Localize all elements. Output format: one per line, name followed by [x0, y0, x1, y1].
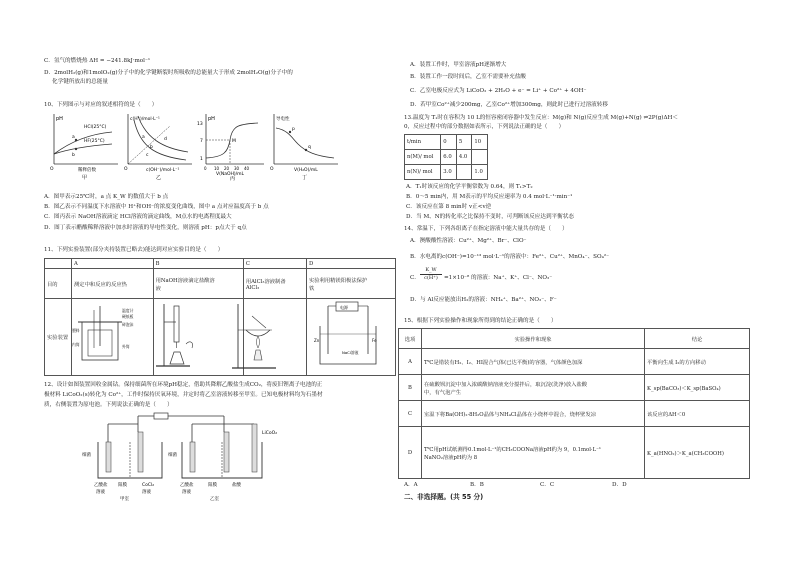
- q11-device-b-drawing: [150, 300, 220, 374]
- q10-option-d: D．图丁表示醋酸稀释溶液中加水时溶液的导电性变化，则溶液 pH：p点大于 q点: [44, 225, 247, 231]
- q11-col-c: C: [243, 259, 306, 269]
- q14-option-c-fraction: [420, 267, 442, 282]
- q11-device-a-label-2: 硬纸板: [122, 314, 134, 319]
- q15-row-a-letter: A: [399, 349, 422, 375]
- graph-jia-caption: 甲: [82, 175, 88, 181]
- q11-device-d-drawing: [310, 298, 392, 374]
- q15-header-conclusion: 结论: [645, 329, 750, 349]
- q11-row-goal: 目的: [45, 269, 72, 299]
- graph-jia-curve1: HCl(25°C): [84, 125, 107, 130]
- q12-option-c: C．乙室电极反应式为 LiCoO₂ + 2H₂O + e⁻ = Li⁺ + Co²⁺ + 4OH⁻: [410, 88, 587, 94]
- q11-goal-b: [153, 269, 243, 299]
- q11-device-c-drawing: [228, 298, 298, 374]
- q10-option-a: A．图甲表示25℃时，a 点 K_W 的数值大于 b 点: [44, 194, 169, 200]
- q15-row-c-letter: C: [399, 401, 422, 427]
- graph-jia-a: a: [72, 135, 75, 140]
- q11-col-b: B: [153, 259, 243, 269]
- graph-bing-ylabel: pH: [208, 116, 215, 122]
- q13-cell: 4.0: [456, 150, 472, 165]
- q11-device-a-label-6: 外筒: [122, 344, 130, 349]
- q13-header-0: 0: [441, 135, 457, 150]
- q11-device-d-label-3: Fe: [372, 338, 377, 343]
- q13-cell: 6.0: [441, 150, 457, 165]
- q15-row-b-op-2: 中，有气泡产生: [424, 389, 462, 396]
- q13-option-a: A．T₁时该反应的化学平衡常数为 0.64，则 T₁>T₂: [406, 184, 533, 190]
- q15-row-d-op-1: T℃用pH试纸测得0.1mol·L⁻¹的CH₃COONa溶液pH约为 9，0.1mol·L⁻¹: [424, 446, 602, 453]
- q12-membrane-1: 阳膜: [118, 483, 127, 488]
- q15-answer-b: B．B: [470, 482, 484, 488]
- graph-bing-xtick-30: 30: [234, 166, 240, 171]
- graph-bing-ytick-1: 1: [200, 157, 203, 162]
- q12-sol-2: CoCl₂: [142, 483, 155, 488]
- q12-stem-3: 质，右侧装置为原电池。下列说法正确的是（ ）: [44, 402, 173, 408]
- q11-goal-b-2: 液: [155, 285, 161, 292]
- q14-option-a: A．澳酸酸性溶液：Cu²⁺、Mg²⁺、Br⁻、ClO⁻: [410, 238, 527, 244]
- q15-row-b-conclusion: K_sp(BaCO₃)＜K_sp(BaSO₄): [645, 375, 750, 401]
- graph-bing: [196, 112, 266, 180]
- q15-stem: 15、根据下列实验操作和现象所得到的结论正确的是（ ）: [404, 318, 557, 324]
- graph-yi-caption: 乙: [156, 175, 162, 181]
- q12-bacteria-1: 细菌: [82, 453, 91, 458]
- q11-device-a-label-3: 碎泡沫: [122, 322, 134, 327]
- q14-stem: 14、常温下，下列各组离子在指定溶液中能大量共存的是（ ）: [404, 226, 568, 232]
- q13-header-10: 10: [472, 135, 488, 150]
- q11-device-d-label-1: 电源: [340, 305, 348, 310]
- q9-option-c: C．氢气的燃烧热 ΔH = −241.8kJ·mol⁻¹: [44, 58, 151, 64]
- q11-row-device: 实验装置: [45, 299, 72, 376]
- q15-row-b-operation: [422, 375, 645, 401]
- graph-jia-curve2: HF(25°C): [84, 139, 105, 144]
- graph-ding: [270, 112, 340, 180]
- q12-sol-3: 乙酸盐: [180, 483, 194, 488]
- q14-option-c-prefix: C．: [410, 275, 420, 281]
- q12-sol-1: 乙酸盐: [94, 483, 108, 488]
- q12-sol-4: 盐酸: [232, 483, 241, 488]
- q15-header-operation: 实验操作和现象: [422, 329, 645, 349]
- q14-fraction-top: K_W: [420, 267, 442, 275]
- q14-option-d: D．与 Al反应能放出H₂的溶液：NH₄⁺、Ba²⁺、NO₃⁻、F⁻: [410, 297, 557, 303]
- graph-yi-ylabel: c(H⁺)/mol·L⁻¹: [130, 117, 160, 122]
- graph-bing-xtick-0: 0: [204, 166, 207, 171]
- q13-stem-2: 0，反应过程中的部分数据如表所示，下列说法正确的是（ ）: [404, 124, 565, 130]
- graph-jia: [50, 112, 120, 180]
- section-2-heading: 二、非选择题。(共 55 分): [404, 493, 484, 501]
- q13-header-t: t/min: [405, 135, 441, 150]
- q15-header-option: 选项: [399, 329, 422, 349]
- q11-stem: 11、下列实验装置(部分夹持装置已略去)能达到对应实验目的是（ ）: [44, 247, 224, 253]
- q11-col-a: A: [72, 259, 154, 269]
- q15-row-d-conclusion: K_a(HNO₂)＞K_a(CH₃COOH): [645, 427, 750, 479]
- graph-bing-xtick-20: 20: [224, 166, 230, 171]
- q12-sol-1b: 溶液: [96, 490, 105, 495]
- q13-cell: 3.0: [441, 165, 457, 180]
- q10-stem: 10、下列图示与对应的叙述相符的是（ ）: [44, 102, 158, 108]
- q15-row-b-op-1: 在硫酸钡沉淀中加入浓碳酸钠溶液充分搅拌后，取沉淀(洗净)放入盐酸: [424, 381, 588, 388]
- q15-row-a-conclusion: 平衡向生成 I₂的方向移动: [645, 349, 750, 375]
- q11-device-a-label-1: 温度计: [122, 308, 134, 313]
- q12-room-jia: 甲室: [120, 497, 129, 502]
- q12-apparatus: [82, 412, 277, 502]
- graph-bing-ytick-13: 13: [197, 122, 203, 127]
- q11-goal-c-2: AlCl₃: [245, 284, 260, 291]
- q13-option-c: C．该反应在第 8 min时 v正<v逆: [406, 204, 492, 210]
- q11-device-d-label-2: Zn: [314, 338, 320, 343]
- q15-row-c-operation: 室温下将Ba(OH)₂·8H₂O晶体与NH₄Cl晶体在小烧杯中混合，烧杯壁发凉: [422, 401, 645, 427]
- graph-ding-caption: 丁: [302, 175, 308, 181]
- q11-goal-d-1: 实验利用精镁阳极法保护: [308, 277, 368, 284]
- q11-device-a-label-4: 塑料: [72, 328, 80, 333]
- q11-goal-c: [243, 269, 306, 299]
- q13-table: [404, 134, 488, 180]
- q11-device-d-label-4: NaCl溶液: [342, 350, 359, 355]
- q15-row-b-letter: B: [399, 375, 422, 401]
- q15-answer-c: C．C: [540, 482, 555, 488]
- graph-yi-xlabel: c(OH⁻)/mol·L⁻¹: [146, 168, 180, 173]
- q13-option-b: B．0～5 min内，用 M表示的平均反应速率为 0.4 mol·L⁻¹·min⁻¹: [406, 194, 573, 200]
- q15-row-d-operation: [422, 427, 645, 479]
- q12-stem-2: 极材料 LiCoO₂(s)转化为 Co²⁺，工作时保持厌氧环境，并定时将乙室溶液转移至甲室。已知电极材料均为石墨材: [44, 392, 323, 398]
- q11-goal-d-2: 铁: [308, 285, 315, 292]
- q15-row-d-letter: D: [399, 427, 422, 479]
- q9-option-d: D．2molH₂(g)和1molO₂(g)分子中的化学键断裂时所吸收的总能量大于形成 2molH₂O(g)分子中的: [44, 70, 293, 76]
- graph-yi-a: a: [142, 135, 145, 140]
- q11-corner: [45, 259, 72, 269]
- q13-header-5: 5: [456, 135, 472, 150]
- graph-bing-xtick-10: 10: [214, 166, 220, 171]
- graph-yi-c: c: [146, 153, 149, 158]
- q12-stem-1: 12、设计如图装置回收金属钴。保持细菌所在环境pH稳定，借助其降解乙酸盐生成CO₂，将废旧锂离子电池的正: [44, 382, 323, 388]
- q12-sol-3b: 溶液: [182, 490, 191, 495]
- q12-room-yi: 乙室: [210, 497, 219, 502]
- q12-option-d: D．若甲室Co²⁺减少200mg，乙室Co²⁺增加300mg，则此时已进行过溶液转移: [410, 102, 608, 108]
- q12-bacteria-2: 细菌: [168, 453, 177, 458]
- q11-device-a-label-5: 内筒: [72, 342, 80, 347]
- graph-ding-q: q: [308, 145, 311, 150]
- graph-jia-ylabel: pH: [56, 116, 63, 122]
- q10-option-c: C．图丙表示 NaOH溶液滴定 HCl溶液的滴定曲线，M点水的电离程度最大: [44, 214, 232, 220]
- q12-option-a: A．装置工作时，甲室溶液pH逐渐增大: [410, 62, 507, 68]
- graph-bing-caption: 丙: [230, 176, 236, 182]
- q14-option-c: =1×10⁻⁸ 的溶液：Na⁺、K⁺、Cl⁻、NO₃⁻: [444, 275, 553, 281]
- graph-bing-xtick-40: 40: [244, 166, 250, 171]
- q15-answer-a: A．A: [404, 482, 418, 488]
- q13-option-d: D．当 M、N的转化率之比保持不变时，可判断该反应达到平衡状态: [406, 214, 574, 220]
- q11-goal-d: [306, 269, 395, 299]
- q15-row-c-conclusion: 该反应的ΔH＜0: [645, 401, 750, 427]
- graph-ding-origin: O: [270, 167, 274, 172]
- q15-table: [398, 328, 750, 479]
- q13-cell: 1.0: [472, 165, 488, 180]
- q13-cell: [456, 165, 472, 180]
- graph-ding-xlabel: V(H₂O)/mL: [294, 168, 318, 173]
- q13-cell: n(M)/ mol: [405, 150, 441, 165]
- q15-answer-d: D．D: [612, 482, 627, 488]
- graph-bing-m: M: [232, 139, 236, 144]
- q14-option-b: B．水电离的c(OH⁻)=10⁻¹³ mol·L⁻¹的溶液中：Fe²⁺、Cu²⁺、MnO₄⁻、SO₄²⁻: [410, 254, 610, 260]
- graph-yi-origin: O: [124, 167, 128, 172]
- q10-option-b: B．图乙表示不同温度下水溶液中 H⁺和OH⁻的浓度变化曲线，图中 a 点对应温度高于 b 点: [44, 204, 269, 210]
- q11-goal-b-1: 用NaOH溶液滴定盐酸溶: [155, 277, 215, 284]
- q11-goal-a: 测定中和反应的反应热: [72, 269, 154, 299]
- graph-bing-ytick-7: 7: [200, 139, 203, 144]
- q15-row-d-op-2: NaNO₂溶液pH约为 8: [424, 454, 478, 461]
- q11-goal-c-1: 用AlCl₃溶液制备: [245, 278, 286, 285]
- q12-sol-2b: 溶液: [142, 490, 151, 495]
- q14-fraction-bottom: c(H⁺): [424, 275, 438, 281]
- graph-ding-p: p: [292, 127, 295, 132]
- graph-yi: [124, 112, 194, 180]
- q12-licoo2: LiCoO₂: [262, 431, 277, 436]
- q9-option-d-cont: 化学键所放出的总能量: [52, 79, 108, 85]
- graph-ding-ylabel: 导电性: [276, 117, 290, 122]
- graph-jia-b: b: [72, 153, 75, 158]
- q11-device-a-drawing: [72, 302, 152, 374]
- graph-jia-origin: O: [50, 167, 54, 172]
- graph-jia-xlabel: 稀释倍数: [78, 168, 96, 173]
- q12-membrane-2: 阳膜: [208, 483, 217, 488]
- q11-col-d: D: [306, 259, 395, 269]
- q15-row-a-operation: T℃是错装有H₂、I₂、HI混合气体(已达平衡)的容器，气体颜色加深: [422, 349, 645, 375]
- q13-cell: n(N)/ mol: [405, 165, 441, 180]
- graph-yi-d: d: [164, 137, 167, 142]
- graph-bing-xlabel: V(NaOH)/mL: [216, 172, 245, 177]
- graph-yi-b: b: [150, 145, 153, 150]
- q13-stem-1: 13.温度为 T₁时在容积为 10 L的恒容密闭容器中发生反应：M(g)和 N(g)反应生成 M(g)+N(g) ⇌2P(g)ΔH＜: [404, 115, 678, 121]
- q13-cell: [472, 150, 488, 165]
- q12-option-b: B．装置工作一段时间后，乙室不需要补充盐酸: [410, 74, 526, 80]
